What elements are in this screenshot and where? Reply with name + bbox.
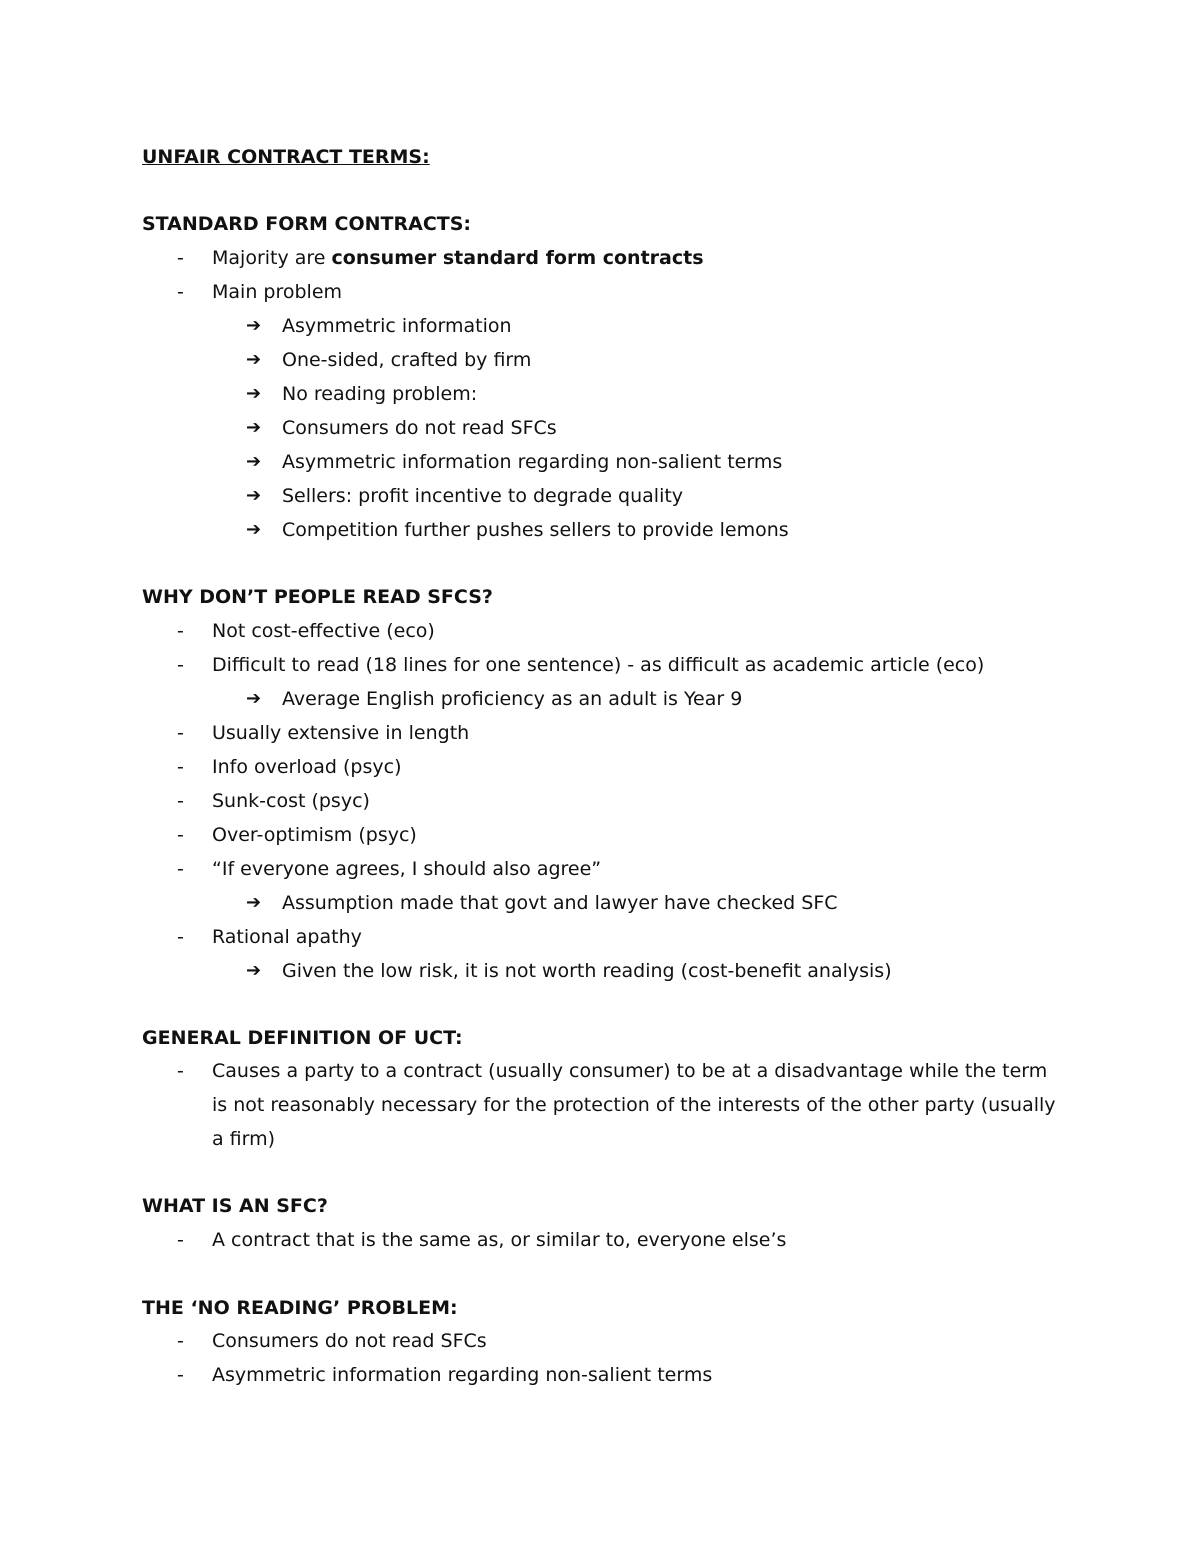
bullet-dash: - (177, 1229, 184, 1251)
sub-list-item: Assumption made that govt and lawyer have checked SFC (282, 892, 838, 914)
sub-list-item: Asymmetric information regarding non-salient terms (282, 451, 783, 473)
arrow-icon: ➔ (246, 451, 262, 472)
list-item (212, 246, 704, 270)
sub-list-item: No reading problem: (282, 383, 478, 405)
sub-list-item: Consumers do not read SFCs (282, 417, 557, 439)
sub-list-item: Average English proficiency as an adult is Year 9 (282, 688, 743, 710)
list-item: Consumers do not read SFCs (212, 1330, 487, 1352)
bullet-dash: - (177, 722, 184, 744)
sub-list-item: One-sided, crafted by firm (282, 349, 532, 371)
document-title: UNFAIR CONTRACT TERMS: (142, 146, 430, 168)
section-heading: GENERAL DEFINITION OF UCT: (142, 1027, 463, 1049)
bullet-dash: - (177, 790, 184, 812)
list-item: Main problem (212, 281, 343, 303)
list-item: Sunk-cost (psyc) (212, 790, 370, 812)
list-item: Not cost-effective (eco) (212, 620, 435, 642)
sub-list-item: Sellers: profit incentive to degrade quality (282, 485, 684, 507)
arrow-icon: ➔ (246, 349, 262, 370)
list-item: A contract that is the same as, or similar to, everyone else’s (212, 1229, 787, 1251)
bullet-dash: - (177, 756, 184, 778)
sub-list-item: Given the low risk, it is not worth reading (cost-benefit analysis) (282, 960, 892, 982)
arrow-icon: ➔ (246, 960, 262, 981)
section-heading: WHAT IS AN SFC? (142, 1195, 328, 1217)
list-item: Usually extensive in length (212, 722, 470, 744)
bullet-dash: - (177, 1060, 184, 1082)
bullet-dash: - (177, 654, 184, 676)
section-heading: STANDARD FORM CONTRACTS: (142, 213, 472, 235)
arrow-icon: ➔ (246, 417, 262, 438)
section-heading: THE ‘NO READING’ PROBLEM: (142, 1297, 458, 1319)
list-item: Over-optimism (psyc) (212, 824, 417, 846)
list-item: Difficult to read (18 lines for one sentence) - as difficult as academic article (eco) (212, 654, 985, 676)
arrow-icon: ➔ (246, 688, 262, 709)
bullet-dash: - (177, 858, 184, 880)
arrow-icon: ➔ (246, 485, 262, 506)
arrow-icon: ➔ (246, 315, 262, 336)
list-item-text: Majority are (212, 247, 332, 269)
bullet-dash: - (177, 926, 184, 948)
list-item: Asymmetric information regarding non-salient terms (212, 1364, 713, 1386)
list-item: Rational apathy (212, 926, 362, 948)
section-heading: WHY DON’T PEOPLE READ SFCS? (142, 586, 493, 608)
bullet-dash: - (177, 1364, 184, 1386)
arrow-icon: ➔ (246, 383, 262, 404)
bullet-dash: - (177, 1330, 184, 1352)
sub-list-item: Asymmetric information (282, 315, 512, 337)
list-item: Info overload (psyc) (212, 756, 402, 778)
arrow-icon: ➔ (246, 892, 262, 913)
bullet-dash: - (177, 824, 184, 846)
bullet-dash: - (177, 620, 184, 642)
sub-list-item: Competition further pushes sellers to provide lemons (282, 519, 789, 541)
list-item: “If everyone agrees, I should also agree” (212, 858, 602, 880)
bullet-dash: - (177, 281, 184, 303)
list-item: Causes a party to a contract (usually consumer) to be at a disadvantage while the term (212, 1060, 1048, 1082)
bullet-dash: - (177, 247, 184, 269)
list-item-bold-text: consumer standard form contracts (331, 247, 704, 269)
arrow-icon: ➔ (246, 519, 262, 540)
list-item-continuation: a firm) (212, 1128, 276, 1150)
list-item-continuation: is not reasonably necessary for the protection of the interests of the other party (usually (212, 1094, 1056, 1116)
